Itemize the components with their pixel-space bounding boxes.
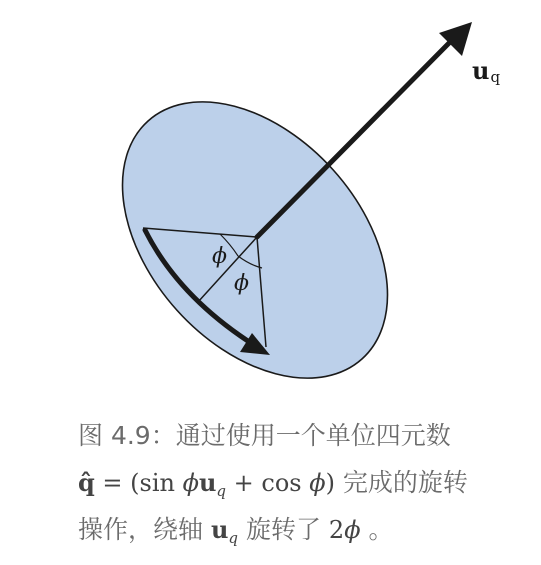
caption-line-3: 操作，绕轴 $u_q$ 旋转了 2ϕ 。 (78, 515, 394, 547)
caption-equation: q̂ = (sin $\phi u_q + \cos \phi$) (78, 468, 335, 500)
axis-label: uq (472, 56, 501, 86)
angle-label-2: ϕ (234, 271, 249, 296)
caption-angle-symbol: 2ϕ (328, 516, 361, 544)
angle-label-1: ϕ (212, 244, 227, 269)
caption-line-2: q̂ = (sin $\phi u_q + \cos \phi$) 完成的旋转 (78, 468, 468, 500)
caption-line-1: 图 4.9：通过使用一个单位四元数 (78, 421, 451, 450)
caption-axis-symbol: $u_q$ (210, 515, 239, 547)
figure-caption (78, 412, 518, 553)
